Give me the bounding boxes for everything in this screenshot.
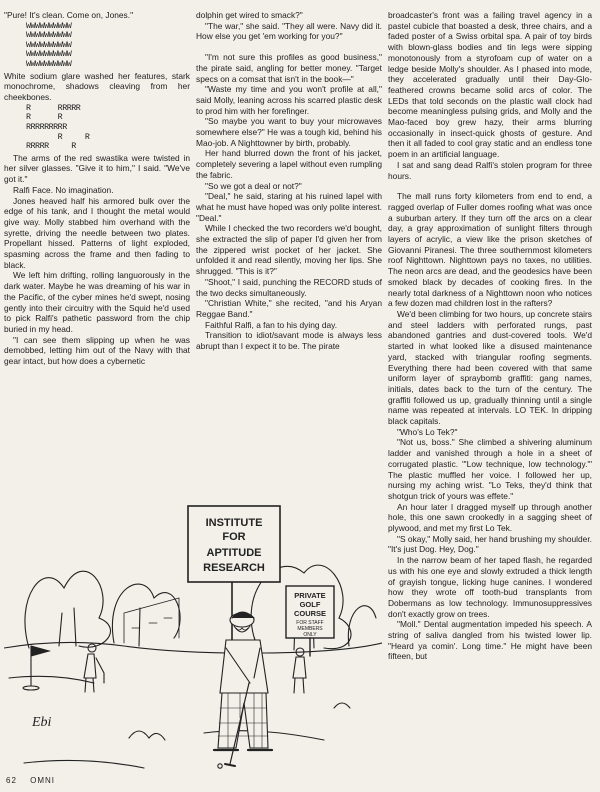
small-sign-line: GOLF — [299, 600, 321, 609]
sign-line: FOR — [222, 531, 246, 543]
paragraph: "So we got a deal or not?" — [205, 180, 302, 191]
golf-cartoon — [4, 478, 382, 778]
paragraph: "Deal," he said, staring at his ruined lapel with what he must have hoped was only polite interest. "Deal." — [196, 191, 382, 223]
paragraph: White sodium glare washed her features, stark monochrome, shadows cleaving from her cheekbones. — [4, 70, 190, 103]
paragraph: "The war," she said. "They all were. Navy did it. How else you get 'em working for you?" — [196, 20, 382, 42]
text-column-1 — [4, 10, 190, 470]
paragraph: We left him drifting, rolling languorously in the dark water. Maybe he was dreaming of his war in the Pacific, of the cyber mines he'd swept, nosing gently into their circuitry with the Squid he'd used to pick Ralfi's pathetic password from the chip buried in my head. — [4, 270, 190, 334]
paragraph: Jones heaved half his armored bulk over the edge of his tank, and I thought the metal would give way. Molly stabbed him overhand with the syrette, driving the needle between two plates. Propellant hissed. Patterns of light exploded, spasming across the frame and then fading to black. — [4, 195, 190, 270]
paragraph: "Who's Lo Tek?" — [397, 426, 458, 437]
ascii-pattern-swastika: R RRRRR R R RRRRRRRRR R R RRRRR R — [26, 102, 90, 152]
paragraph: Her hand blurred down the front of his jacket, completely severing a lapel without even rumpling the fabric. — [196, 148, 382, 180]
paragraph: Transition to idiot/savant mode is always less abrupt than I expect it to be. The pirate — [196, 330, 382, 352]
page-number: 62 — [6, 776, 17, 785]
paragraph: In the narrow beam of her taped flash, he regarded us with his one eye and slowly extruded a thick length of grayish tongue, licking huge canines. I wondered how they wrote off tooth-bud transplants from Dobermans as low technology. Immunosuppressives don't exactly grow on trees. — [388, 555, 592, 619]
paragraph: I sat and sang dead Ralfi's stolen program for three hours. — [388, 159, 592, 181]
paragraph: broadcaster's front was a failing travel agency in a pastel cubicle that boasted a desk, three chairs, and a faded poster of a Swiss orbital spa. A pair of toy birds with blown-glass bodies and tin legs were sipping monotonously from a styrofoam cup of water on a ledge beside Molly's shoulder. As I phased into mode, they accelerated gradually until their Day-Glo-feathered crowns became solid arcs of color. The LEDs that told seconds on the plastic wall clock had become meaningless pulsing grids, and Molly and the Mao-faced boy grew hazy, their arms blurring occasionally in insect-quick ghosts of gesture. And then it all faded to cool gray static and an endless tone poem in an artificial language. — [388, 10, 592, 160]
sign-line: RESEARCH — [203, 562, 265, 574]
paragraph: "Christian White," she recited, "and his Aryan Reggae Band." — [196, 298, 382, 319]
paragraph: "Waste my time and you won't profile at all," said Molly, leaning across his scarred plastic desk to prod him with her forefinger. — [196, 84, 382, 116]
ascii-pattern-w: WWWWWWWWWW WWWWWWWWWW WWWWWWWWWW WWWWWWWWWW WWWWWWWWWW — [26, 20, 72, 70]
paragraph: We'd been climbing for two hours, up concrete stairs and steel ladders with perforated rungs, past abandoned gantries and dust-covered tools. We'd started in what looked like a disused maintenance yard, stacked with triangular roofing segments. Everything there had been covered with that same uniform layer of spraybomb graffiti: gang names, initials, dates back to the turn of the century. The graffiti followed us up, gradually thinning until a single name was repeated at intervals. LO TEK. In dripping black capitals. — [388, 308, 592, 427]
sign-line: INSTITUTE — [205, 517, 263, 529]
paragraph: Faithful Ralfi, a fan to his dying day. — [205, 319, 338, 330]
small-sign-line: PRIVATE — [294, 591, 326, 600]
small-sign-line: ONLY — [303, 632, 317, 638]
paragraph: "I can see them slipping up when he was demobbed, letting him out of the Navy with that gear intact, but how does a cybernetic — [4, 334, 190, 367]
sign-line: APTITUDE — [206, 547, 262, 559]
small-sign-line: COURSE — [293, 609, 327, 618]
paragraph: "So maybe you want to buy your microwaves somewhere else?" He was a tough kid, behind his Mao-job. A Nighttowner by birth, probably. — [196, 116, 382, 148]
small-sign-line: MEMBERS — [297, 626, 323, 632]
paragraph: "Pure! It's clean. Come on, Jones." — [4, 10, 134, 20]
small-sign-line: FOR STAFF — [296, 620, 324, 626]
paragraph: "Shoot," I said, punching the RECORD studs of the two decks simultaneously. — [196, 276, 382, 298]
paragraph: An hour later I dragged myself up through another hole, this one sawn crookedly in a sagging sheet of plywood, and met my first Lo Tek. — [388, 501, 592, 534]
paragraph: "Moll." Dental augmentation impeded his speech. A string of saliva dangled from his twisted lower lip. "Heard ya comin'. Long time." He might have been fifteen, but — [388, 619, 592, 662]
text-column-3 — [388, 10, 592, 776]
paragraph: dolphin get wired to smack?" — [196, 10, 303, 20]
paragraph: Ralfi Face. No imagination. — [13, 184, 114, 195]
artist-signature: Ebi — [32, 715, 52, 730]
paragraph: While I checked the two recorders we'd bought, she extracted the slip of paper I'd given her from the zippered wrist pocket of her jacket. She unfolded it and read silently, moving her lips. She shrugged. "This is it?" — [196, 223, 382, 277]
paragraph: The arms of the red swastika were twisted in her silver glasses. "Give it to him," I said. "We've got it." — [4, 152, 190, 185]
paragraph: The mall runs forty kilometers from end to end, a ragged overlap of Fuller domes roofing what was once a suburban artery. If they turn off the arcs on a clear day, a gray approximation of sunlight filters through layers of acrylic, a view like the prison sketches of Giovanni Piranesi. The three southernmost kilometers roof Nighttown. Nighttown pays no taxes, no utilities. The neon arcs are dead, and the geodesics have been smoked black by decades of cooking fires. In the nearly total darkness of a Nighttown noon who notices a few dozen mad children lost in the rafters? — [388, 191, 592, 309]
paragraph: "S okay," Molly said, her hand brushing my shoulder. "It's just Dog. Hey, Dog." — [388, 533, 592, 555]
page-footer — [6, 776, 65, 785]
magazine-name: OMNI — [30, 776, 56, 785]
paragraph: "Not us, boss." She climbed a shivering aluminum ladder and vanished through a hole in a sheet of corrugated plastic. "'Low technique, low technology.'" The plastic muffled her voice. I followed her up, nursing my aching wrist. "Lo Teks, they'd think that shotgun trick of yours was effete." — [388, 437, 592, 501]
text-column-2 — [196, 10, 382, 470]
paragraph: "I'm not sure this profiles as good business," the pirate said, angling for better money. "Target specs on a comsat that isn't in the book—" — [196, 52, 382, 84]
